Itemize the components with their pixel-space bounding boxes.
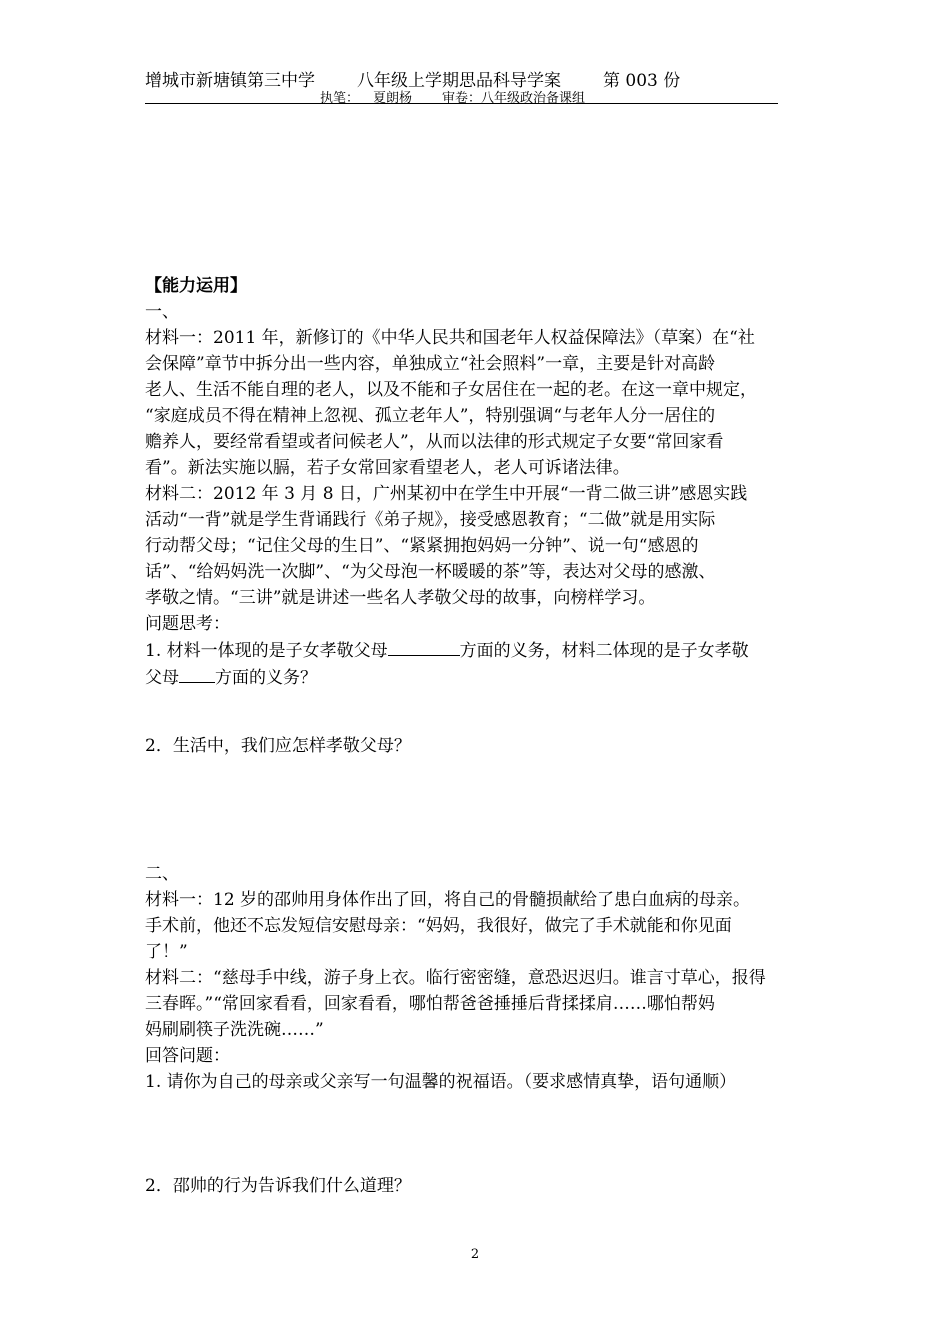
reviewer-name: 八年级政治备课组 [481,91,586,106]
part2-material2-line: 妈刷刷筷子洗洗碗……” [145,1020,324,1040]
q1-text-c: 父母 [145,668,179,688]
part1-material1-line: 看”。新法实施以膈，若子女常回家看望老人，老人可诉诸法律。 [145,458,630,478]
author-name: 夏朗杨 [373,91,413,106]
part2-material2-line: 材料二：“慈母手中线，游子身上衣。临行密密缝，意恐迟迟归。谁言寸草心，报得 [145,968,766,988]
author-label: 执笔： [320,91,360,106]
part2-material1-line: 手术前，他还不忘发短信安慰母亲：“妈妈，我很好，做完了手术就能和你见面 [145,916,732,936]
part1-material2-line: 话”、“给妈妈洗一次脚”、“为父母泡一杯暖暖的茶”等，表达对父母的感激、 [145,562,716,582]
header-number: 第 003 份 [603,71,681,91]
q1-text-d: 方面的义务？ [215,668,317,688]
part1-prompt: 问题思考： [145,614,230,634]
q1-text-a: 1. 材料一体现的是子女孝敬父母 [145,641,388,661]
part1-material1-line: 老人、生活不能自理的老人，以及不能和子女居住在一起的老。在这一章中规定， [145,380,757,400]
part1-material2-line: 行动帮父母；“记住父母的生日”、“紧紧拥抱妈妈一分钟”、说一句“感恩的 [145,536,699,556]
section-title: 【能力运用】 [145,276,247,296]
header-divider [145,103,778,104]
part1-material2-line: 材料二：2012 年 3 月 8 日，广州某初中在学生中开展“一背二做三讲”感恩实践 [145,484,748,504]
part2-material1-line: 了！” [145,942,188,962]
part1-question-2: 2．生活中，我们应怎样孝敬父母？ [145,736,411,756]
part1-material1-line: 会保障”章节中拆分出一些内容，单独成立“社会照料”一章，主要是针对高龄 [145,354,716,374]
part1-label: 一、 [145,302,179,322]
part2-material1-line: 材料一：12 岁的邵帅用身体作出了回，将自己的骨髓损献给了患白血病的母亲。 [145,890,751,910]
part1-question-1-cont [145,664,813,691]
header-school: 增城市新塘镇第三中学 [145,71,315,91]
part2-label: 二、 [145,864,179,884]
part1-material1-line: 赡养人，要经常看望或者问候老人”，从而以法律的形式规定子女要“常回家看 [145,432,724,452]
page-number: 2 [470,1247,480,1262]
part1-question-1 [145,637,813,664]
worksheet-content [145,273,813,1199]
part2-question-2: 2．邵帅的行为告诉我们什么道理？ [145,1176,411,1196]
answer-blank-2[interactable] [179,664,215,683]
part2-prompt: 回答问题： [145,1046,230,1066]
part1-material1-line: “家庭成员不得在精神上忽视、孤立老年人”，特别强调“与老年人分一居住的 [145,406,716,426]
part1-material1-line: 材料一：2011 年，新修订的《中华人民共和国老年人权益保障法》（草案）在“社 [145,328,755,348]
part1-material2-line: 活动“一背”就是学生背诵践行《弟子规》，接受感恩教育；“二做”就是用实际 [145,510,716,530]
part2-material2-line: 三春晖。”“常回家看看，回家看看，哪怕帮爸爸捶捶后背揉揉肩……哪怕帮妈 [145,994,715,1014]
q1-text-b: 方面的义务，材料二体现的是子女孝敬 [459,641,749,661]
part1-material2-line: 孝敬之情。“三讲”就是讲述一些名人孝敬父母的故事，向榜样学习。 [145,588,656,608]
part2-question-1: 1. 请你为自己的母亲或父亲写一句温馨的祝福语。（要求感情真挚，语句通顺） [145,1072,737,1092]
answer-blank-1[interactable] [388,637,460,656]
header-course: 八年级上学期思品科导学案 [357,71,561,91]
reviewer-label: 审卷： [442,91,482,106]
